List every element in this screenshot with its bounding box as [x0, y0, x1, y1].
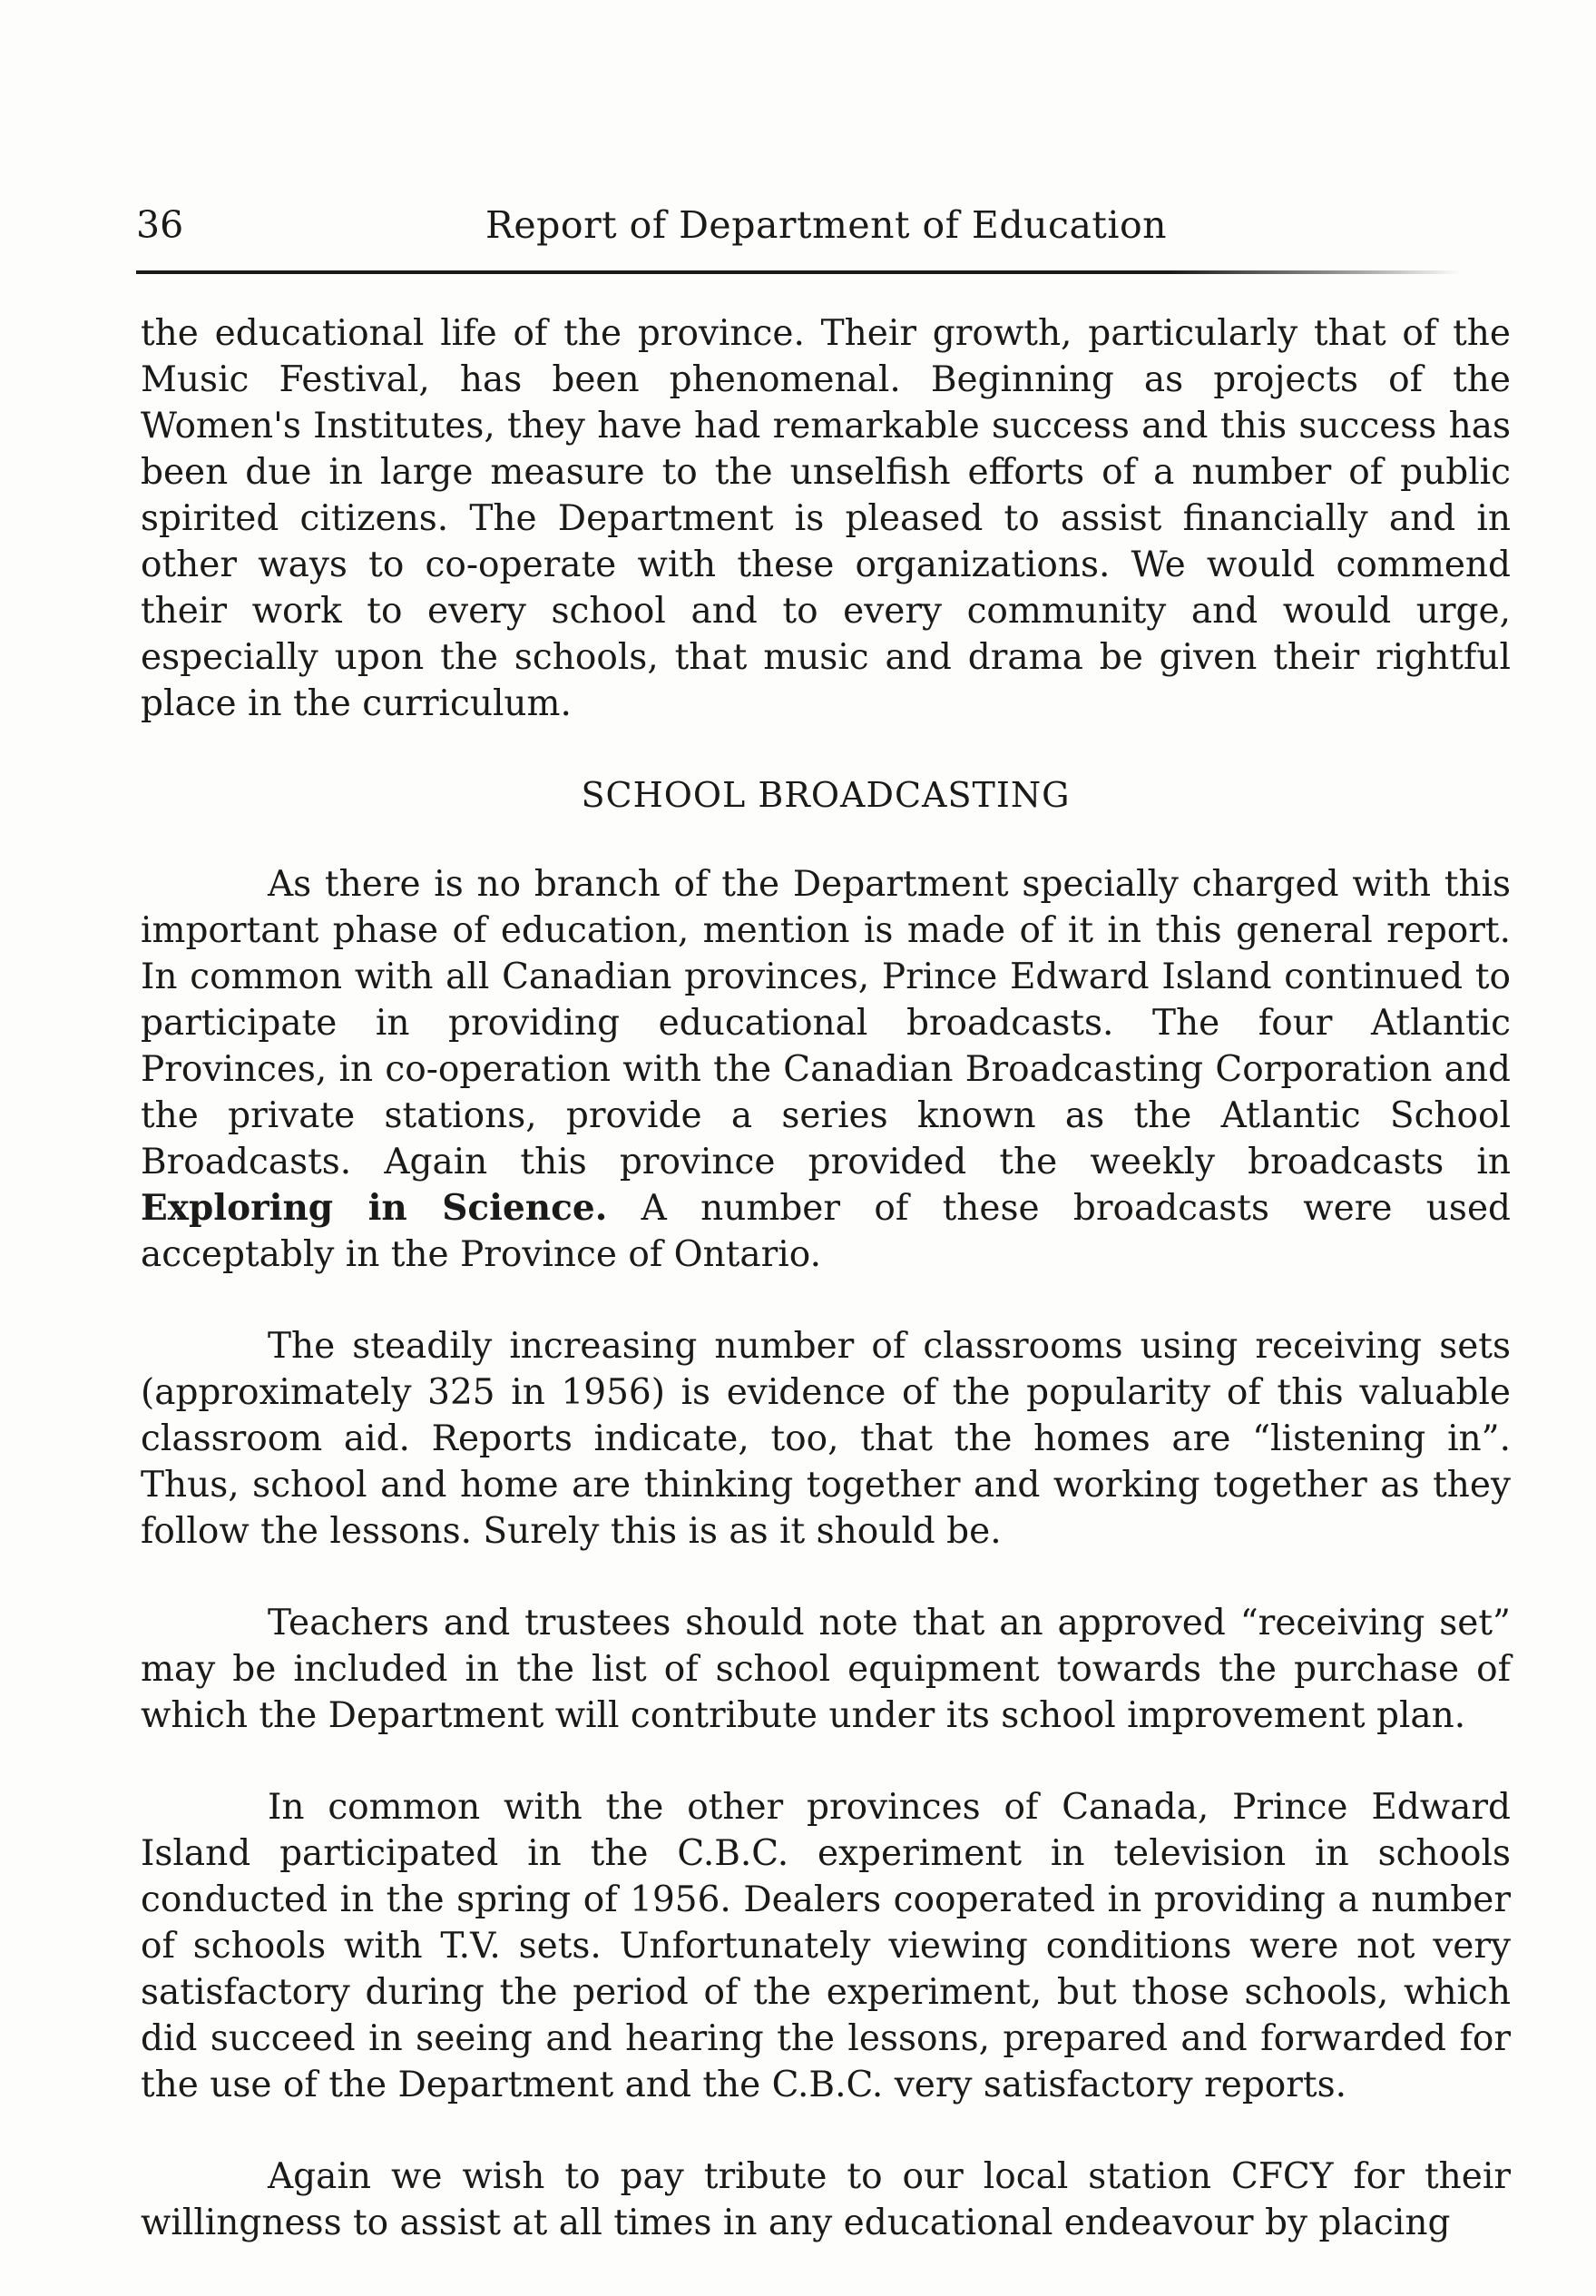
- header-title: Report of Department of Education: [485, 203, 1168, 247]
- paragraph-text: A number of these broadcasts were used acceptably in the Province of Ontario.: [141, 1188, 1511, 1275]
- paragraph-continuation: the educational life of the province. Their growth, particularly that of the Music Festival, has been phenomenal. Beginning as projects of the Women's Institutes, they have had remarkable success and this success has been due in large measure to the unselfish efforts of a number of public spirited citizens. The Department is pleased to assist financially and in other ways to co-operate with these organizations. We would commend their work to every school and to every community and would urge, especially upon the schools, that music and drama be given their rightful place in the curriculum.: [141, 313, 1511, 724]
- paragraph-cfcy-tribute: Again we wish to pay tribute to our local station CFCY for their willingness to assist at all times in any educational endeavour by placing: [141, 2156, 1511, 2243]
- body-text: [141, 310, 1511, 2291]
- paragraph-teachers-trustees: Teachers and trustees should note that an approved “receiving set” may be included in the list of school equipment towards the purchase of which the Department will contribute under its school improvement plan.: [141, 1603, 1511, 1736]
- paragraph-broadcasting-intro: [141, 861, 1511, 1278]
- bold-series-title: Exploring in Science.: [141, 1187, 608, 1229]
- page-number: 36: [136, 203, 184, 247]
- paragraph-television-experiment: In common with the other provinces of Canada, Prince Edward Island participated in the C.B.C. experiment in television in schools conducted in the spring of 1956. Dealers cooperated in providing a number of schools with T.V. sets. Unfortunately viewing conditions were not very satisfactory during the period of the experiment, but those schools, which did succeed in seeing and hearing the lessons, prepared and forwarded for the use of the Department and the C.B.C. very satisfactory reports.: [141, 1787, 1511, 2105]
- section-heading: SCHOOL BROADCASTING: [581, 775, 1071, 815]
- header-rule: [136, 270, 1461, 274]
- running-header: [136, 198, 1515, 252]
- paragraph-receiving-sets: The steadily increasing number of classrooms using receiving sets (approximately 325 in 1956) is evidence of the popularity of this valuable classroom aid. Reports indicate, too, that the homes are “listening in”. Thus, school and home are thinking together and working together as they follow the lessons. Surely this is as it should be.: [141, 1326, 1511, 1552]
- paragraph-text: As there is no branch of the Department specially charged with this important phase of education, mention is made of it in this general report. In common with all Canadian provinces, Prince Edward Island continued to participate in providing educational broadcasts. The four Atlantic Provinces, in co-operation with the Canadian Broadcasting Corporation and the private stations, provide a series known as the Atlantic School Broadcasts. Again this province provided the weekly broadcasts in: [141, 864, 1511, 1182]
